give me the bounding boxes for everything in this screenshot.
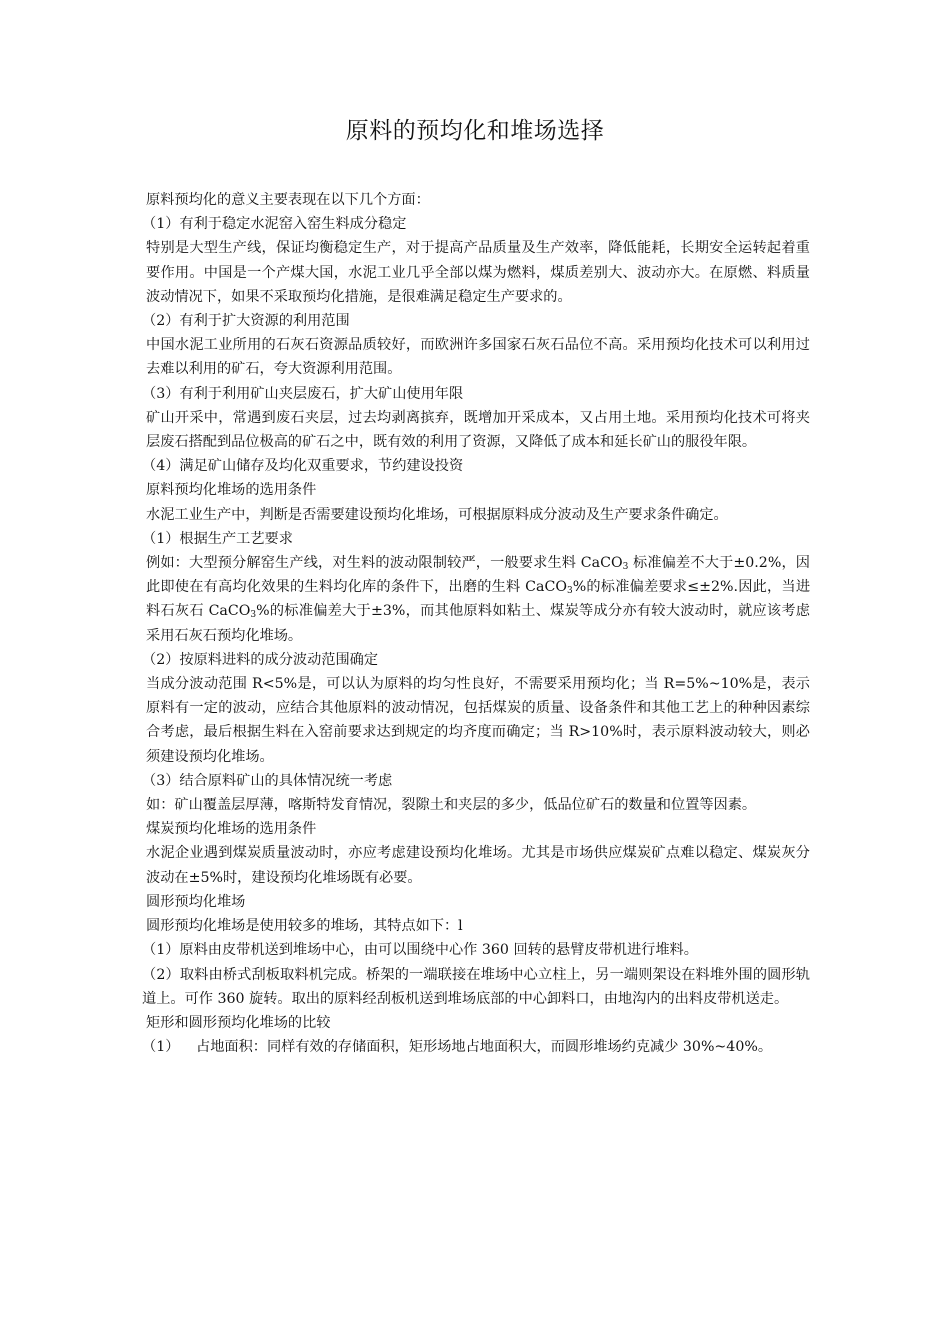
raw-material-conditions-title: 原料预均化堆场的选用条件 bbox=[146, 482, 317, 499]
circular-yard-paragraph: 圆形预均化堆场是使用较多的堆场，其特点如下：l bbox=[146, 918, 463, 935]
text-segment: 例如：大型预分解窑生产线，对生料的波动限制较严，一般要求生料 CaCO bbox=[146, 555, 623, 572]
subscript: 3 bbox=[566, 586, 573, 597]
point-2-heading: （2）有利于扩大资源的利用范围 bbox=[142, 313, 350, 330]
point-4-heading: （4）满足矿山储存及均化双重要求，节约建设投资 bbox=[142, 458, 464, 475]
point-2-paragraph: 中国水泥工业所用的石灰石资源品质较好，而欧洲许多国家石灰石品位不高。采用预均化技术可以利用过去难以利用的矿石，夸大资源利用范围。 bbox=[146, 337, 810, 378]
point-1-heading: （1）有利于稳定水泥窑入窑生料成分稳定 bbox=[142, 216, 407, 233]
comparison-title: 矩形和圆形预均化堆场的比较 bbox=[146, 1014, 331, 1031]
circular-yard-title: 圆形预均化堆场 bbox=[146, 893, 246, 910]
page-title: 原料的预均化和堆场选择 bbox=[345, 118, 605, 144]
comparison-item-1-number: （1） bbox=[142, 1039, 180, 1056]
circular-yard-item-1: （1）原料由皮带机送到堆场中心，由可以围绕中心作 360 回转的悬臂皮带机进行堆料。 bbox=[142, 942, 698, 959]
text-segment: %的标准偏差大于±3%，而其他原料如粘土、煤炭等成分亦有较大波动时，就应该考虑采用石灰石预均化堆场。 bbox=[146, 603, 810, 644]
fluctuation-range-paragraph: 当成分波动范围 R<5%是，可以认为原料的均匀性良好，不需要采用预均化；当 R=5%~10%是，表示原料有一定的波动，应结合其他原料的波动情况，包括煤炭的质量、设备条件和其他工艺上的种种因素综合考虑，最后根据生料在入窑前要求达到规定的均齐度而确定；当 R>10%时，表示原料波动较大，则必须建设预均化堆场。 bbox=[146, 676, 810, 765]
raw-material-conditions-paragraph: 水泥工业生产中，判断是否需要建设预均化堆场，可根据原料成分波动及生产要求条件确定。 bbox=[146, 506, 728, 523]
circular-yard-item-2: （2）取料由桥式刮板取料机完成。桥架的一端联接在堆场中心立柱上，另一端则架设在料堆外围的圆形轨道上。可作 360 旋转。取出的原料经刮板机送到堆场底部的中心卸料口，由地沟内的出料皮带机送走。 bbox=[142, 966, 810, 1007]
coal-conditions-title: 煤炭预均化堆场的选用条件 bbox=[146, 821, 317, 838]
coal-conditions-paragraph: 水泥企业遇到煤炭质量波动时，亦应考虑建设预均化堆场。尤其是市场供应煤炭矿点难以稳定、煤炭灰分波动在±5%时，建设预均化堆场既有必要。 bbox=[146, 845, 810, 886]
intro-paragraph: 原料预均化的意义主要表现在以下几个方面： bbox=[146, 192, 430, 208]
point-3-heading: （3）有利于利用矿山夹层废石，扩大矿山使用年限 bbox=[142, 385, 464, 402]
comparison-item-1-text: 占地面积：同样有效的存储面积，矩形场地占地面积大，而圆形堆场约克减少 30%~40%。 bbox=[196, 1039, 773, 1056]
subscript: 3 bbox=[622, 562, 629, 573]
text-segment: %的标准偏差要求≤±2%.因此，当进料石灰石 CaCO bbox=[146, 579, 811, 620]
mine-conditions-paragraph: 如：矿山覆盖层厚薄，喀斯特发育情况，裂隙土和夹层的多少，低品位矿石的数量和位置等因素。 bbox=[146, 797, 757, 814]
subscript: 3 bbox=[250, 610, 257, 621]
fluctuation-range-heading: （2）按原料进料的成分波动范围确定 bbox=[142, 651, 379, 668]
comparison-item-1 bbox=[142, 1035, 810, 1059]
point-1-paragraph: 特别是大型生产线，保证均衡稳定生产，对于提高产品质量及生产效率，降低能耗，长期安全运转起着重要作用。中国是一个产煤大国，水泥工业几乎全部以煤为燃料，煤质差别大、波动亦大。在原燃、料质量波动情况下，如果不采取预均化措施，是很难满足稳定生产要求的。 bbox=[146, 240, 810, 305]
process-requirement-paragraph bbox=[146, 551, 810, 648]
process-requirement-heading: （1）根据生产工艺要求 bbox=[142, 530, 293, 547]
document-body bbox=[142, 188, 811, 1059]
mine-conditions-heading: （3）结合原料矿山的具体情况统一考虑 bbox=[142, 772, 393, 789]
text-segment: 标准偏差不大于±0.2%，因此即使在有高均化效果的生料均化库的条件下，出磨的生料 CaCO bbox=[146, 555, 810, 596]
point-3-paragraph: 矿山开采中，常遇到废石夹层，过去均剥离摈弃，既增加开采成本，又占用土地。采用预均化技术可将夹层废石搭配到品位极高的矿石之中，既有效的利用了资源，又降低了成本和延长矿山的服役年限。 bbox=[146, 409, 810, 451]
